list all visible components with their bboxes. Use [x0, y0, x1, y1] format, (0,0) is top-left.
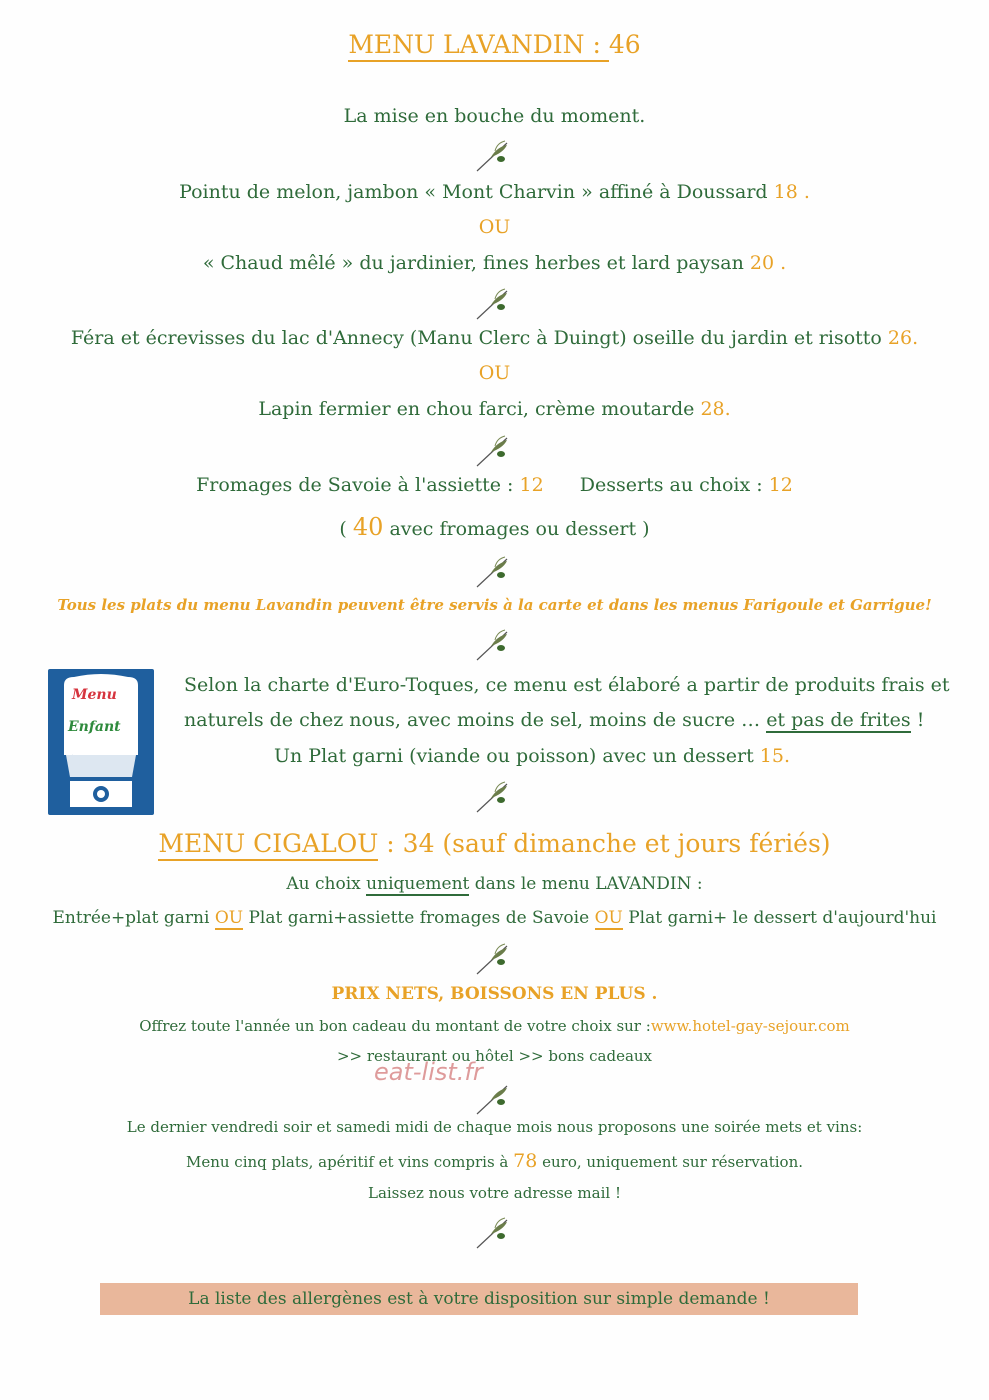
choice-text-end: dans le menu LAVANDIN :	[469, 874, 703, 894]
kids-menu-line-3	[274, 745, 790, 767]
gift-line	[0, 1017, 989, 1035]
menu-enfant-logo	[48, 669, 154, 815]
choice-emphasis: uniquement	[366, 874, 470, 894]
cheese-price: 12	[519, 474, 544, 496]
menu-lavandin-name: MENU LAVANDIN	[348, 30, 585, 59]
title-separator: :	[378, 829, 403, 858]
title-separator: :	[584, 30, 609, 59]
dessert-text: Desserts au choix :	[579, 474, 763, 496]
event-price: 78	[513, 1150, 538, 1172]
main-2-text: Lapin fermier en chou farci, crème moutarde	[258, 398, 695, 420]
combo-option-1: Entrée+plat garni	[52, 908, 215, 928]
gift-text: Offrez toute l'année un bon cadeau du montant de votre choix sur :	[139, 1017, 651, 1035]
kids-menu-line-2	[184, 709, 924, 731]
olive-sprig-icon	[473, 285, 513, 321]
combo-paren: (	[339, 518, 347, 540]
amuse-bouche-line: La mise en bouche du moment.	[343, 105, 646, 127]
kids-menu-line-2-text: naturels de chez nous, avec moins de sel, moins de sucre …	[184, 709, 761, 731]
main-2	[0, 398, 989, 420]
or-separator: OU	[478, 362, 511, 384]
exclamation: !	[910, 709, 925, 731]
no-fries-text: et pas de frites	[766, 709, 911, 731]
starter-1-price: 18 .	[773, 181, 810, 203]
olive-sprig-icon	[473, 137, 513, 173]
main-2-price: 28.	[700, 398, 731, 420]
menu-lavandin-title	[0, 30, 989, 59]
choice-text: Au choix	[286, 874, 367, 894]
starter-2	[0, 252, 989, 274]
olive-sprig-icon	[473, 1080, 513, 1116]
prix-nets-line	[0, 984, 989, 1004]
prix-dot: .	[645, 984, 658, 1004]
menu-cigalou-price: 34 (sauf dimanche et jours fériés)	[402, 829, 831, 858]
logo-word-menu: Menu	[72, 687, 117, 703]
olive-sprig-icon	[473, 626, 513, 662]
event-line-1: Le dernier vendredi soir et samedi midi de chaque mois nous proposons une soirée mets et vins:	[126, 1118, 863, 1136]
dessert-price: 12	[768, 474, 793, 496]
prix-nets: PRIX NETS, BOISSONS EN PLUS	[331, 984, 646, 1004]
olive-sprig-icon	[473, 553, 513, 589]
kids-menu-price: 15.	[759, 745, 790, 767]
main-1-text: Féra et écrevisses du lac d'Annecy (Manu Clerc à Duingt) oseille du jardin et risotto	[70, 327, 882, 349]
cheese-text: Fromages de Savoie à l'assiette :	[196, 474, 514, 496]
menu-lavandin-price: 46	[608, 30, 641, 59]
combo-price: 40	[352, 513, 384, 541]
event-text-end: euro, uniquement sur réservation.	[542, 1153, 804, 1171]
allergen-banner: La liste des allergènes est à votre disposition sur simple demande !	[100, 1283, 858, 1315]
event-text: Menu cinq plats, apéritif et vins compris à	[185, 1153, 509, 1171]
logo-word-enfant: Enfant	[68, 719, 121, 735]
menu-cigalou-name: MENU CIGALOU	[158, 829, 378, 861]
starter-1-text: Pointu de melon, jambon « Mont Charvin » affiné à Doussard	[179, 181, 768, 203]
kids-menu-line-1: Selon la charte d'Euro-Toques, ce menu est élaboré a partir de produits frais et	[184, 674, 950, 696]
olive-sprig-icon	[473, 432, 513, 468]
or-word: OU	[594, 908, 623, 928]
event-line-2	[0, 1150, 989, 1172]
a-la-carte-note: Tous les plats du menu Lavandin peuvent être servis à la carte et dans les menus Farigoule et Garrigue!	[57, 596, 932, 614]
main-1	[0, 327, 989, 349]
main-1-price: 26.	[887, 327, 919, 349]
or-separator: OU	[478, 216, 511, 238]
olive-sprig-icon	[473, 940, 513, 976]
olive-sprig-icon	[473, 778, 513, 814]
gift-path: >> restaurant ou hôtel >> bons cadeaux	[336, 1047, 653, 1065]
starter-2-price: 20 .	[749, 252, 787, 274]
cheese-dessert-line	[0, 474, 989, 496]
olive-sprig-icon	[473, 1214, 513, 1250]
or-word: OU	[214, 908, 244, 928]
cigalou-combo-line	[0, 908, 989, 928]
gift-url-link[interactable]: www.hotel-gay-sejour.com	[650, 1017, 850, 1035]
starter-2-text: « Chaud mêlé » du jardinier, fines herbes et lard paysan	[202, 252, 744, 274]
combo-text: avec fromages ou dessert )	[389, 518, 650, 540]
kids-menu-offer: Un Plat garni (viande ou poisson) avec un dessert	[274, 745, 754, 767]
starter-1	[0, 181, 989, 203]
menu-cigalou-title	[0, 829, 989, 858]
cigalou-choice-line	[0, 874, 989, 894]
combo-line	[0, 513, 989, 541]
event-line-3: Laissez nous votre adresse mail !	[367, 1184, 621, 1202]
combo-option-3: Plat garni+ le dessert d'aujourd'hui	[622, 908, 937, 928]
combo-option-2: Plat garni+assiette fromages de Savoie	[243, 908, 595, 928]
site-watermark: eat-list.fr	[374, 1058, 483, 1086]
